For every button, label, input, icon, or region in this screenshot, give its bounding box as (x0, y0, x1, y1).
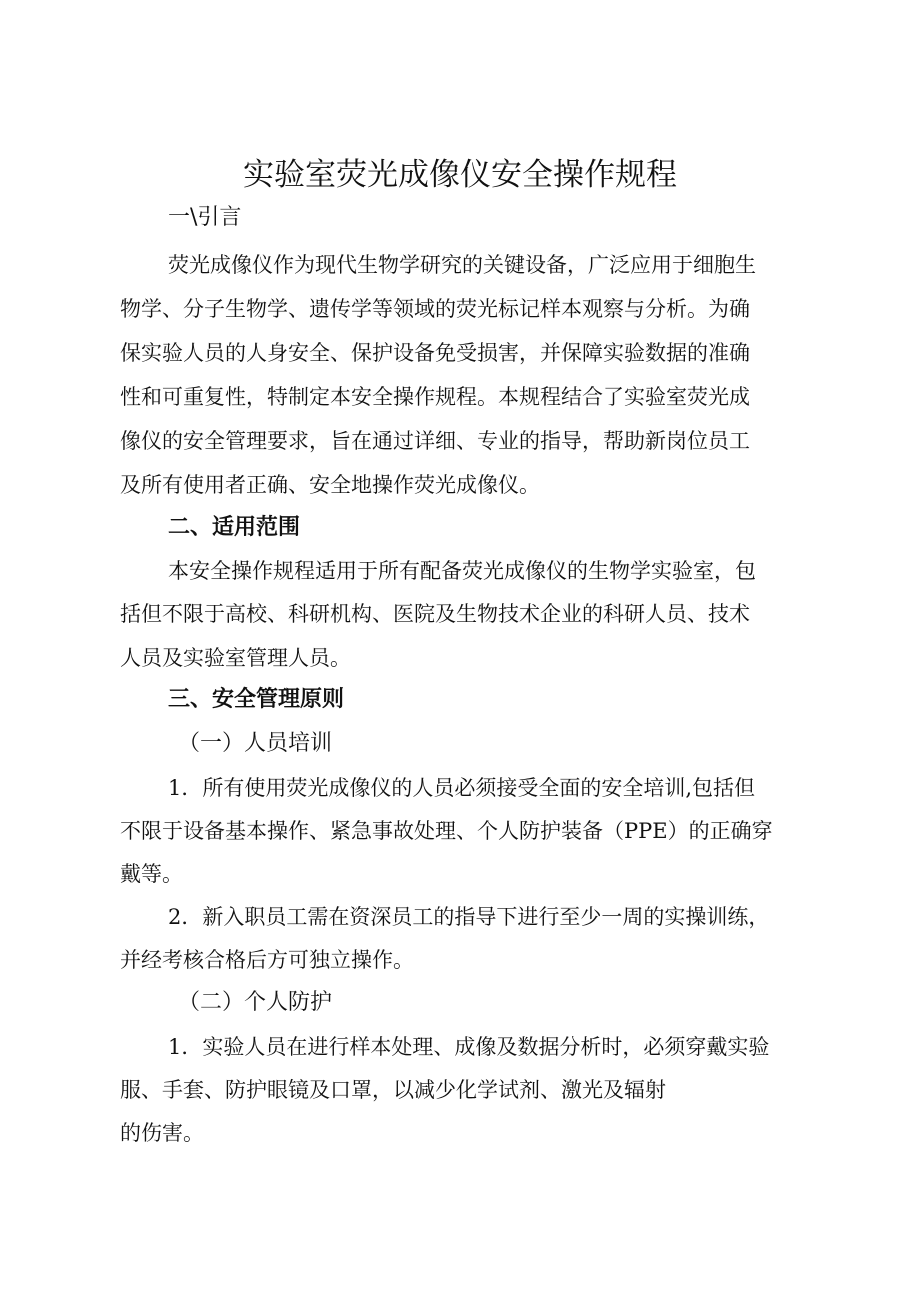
section-heading-scope: 二、适用范围 (168, 515, 301, 540)
document-title: 实验室荧光成像仪安全操作规程 (243, 157, 677, 193)
paragraph-line: 像仪的安全管理要求，旨在通过详细、专业的指导，帮助新岗位员工 (120, 429, 750, 453)
paragraph-line: 物学、分子生物学、遗传学等领域的荧光标记样本观察与分析。为确 (120, 297, 750, 321)
paragraph-line: 不限于设备基本操作、紧急事故处理、个人防护装备（PPE）的正确穿 (120, 819, 773, 843)
paragraph-line: 戴等。 (120, 862, 183, 886)
paragraph-line: 服、手套、防护眼镜及口罩，以减少化学试剂、激光及辐射 (120, 1078, 666, 1102)
paragraph-line: 并经考核合格后方可独立操作。 (120, 948, 414, 972)
paragraph-line: 及所有使用者正确、安全地操作荧光成像仪。 (120, 473, 540, 497)
paragraph-line: 荧光成像仪作为现代生物学研究的关键设备，广泛应用于细胞生 (168, 253, 756, 277)
paragraph-line: 性和可重复性，特制定本安全操作规程。本规程结合了实验室荧光成 (120, 385, 750, 409)
section-heading-principles: 三、安全管理原则 (168, 687, 345, 712)
paragraph-line: 括但不限于高校、科研机构、医院及生物技术企业的科研人员、技术 (120, 602, 750, 626)
paragraph-line: 的伤害。 (120, 1121, 204, 1145)
subsection-heading-protection: （二）个人防护 (178, 990, 333, 1015)
paragraph-line: 2．新入职员工需在资深员工的指导下进行至少一周的实操训练， (168, 905, 770, 929)
subsection-heading-training: （一）人员培训 (178, 731, 333, 756)
paragraph-line: 本安全操作规程适用于所有配备荧光成像仪的生物学实验室，包 (168, 559, 756, 583)
paragraph-line: 1．所有使用荧光成像仪的人员必须接受全面的安全培训,包括但 (168, 776, 756, 800)
paragraph-line: 1．实验人员在进行样本处理、成像及数据分析时，必须穿戴实验 (168, 1035, 770, 1059)
paragraph-line: 保实验人员的人身安全、保护设备免受损害，并保障实验数据的准确 (120, 341, 750, 365)
section-heading-intro: 一\引言 (168, 205, 242, 230)
paragraph-line: 人员及实验室管理人员。 (120, 646, 351, 670)
